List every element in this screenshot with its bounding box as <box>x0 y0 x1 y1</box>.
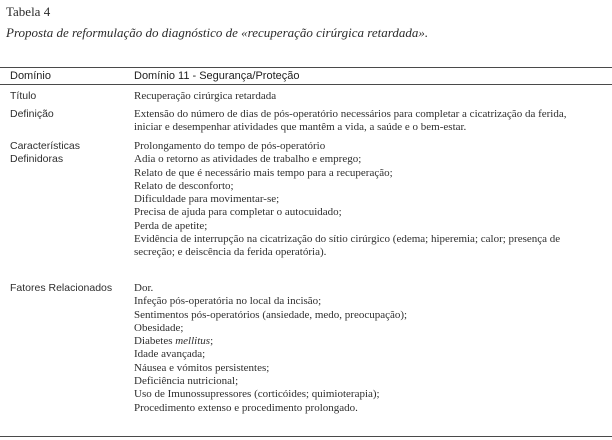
table-top-rule <box>0 67 612 68</box>
fator-item: Procedimento extenso e procedimento prolongado. <box>134 401 358 414</box>
fator-item-diabetes <box>134 335 606 348</box>
definicao-line: iniciar e desempenhar atividades que mantêm a vida, a saúde e o bem-estar. <box>134 121 467 134</box>
header-domain-value: Domínio 11 - Segurança/Proteção <box>134 70 300 82</box>
fator-item: Deficiência nutricional; <box>134 375 239 388</box>
caracteristica-item: Adia o retorno as atividades de trabalho e emprego; <box>134 153 362 166</box>
caracteristica-item: Relato de desconforto; <box>134 179 234 192</box>
caracteristica-item: Prolongamento do tempo de pós-operatório <box>134 140 326 152</box>
table-caption-title: Proposta de reformulação do diagnóstico de «recuperação cirúrgica retardada». <box>6 25 429 40</box>
caracteristica-item: secreção; e deiscência da ferida operatória). <box>134 246 327 259</box>
table-bottom-rule <box>0 436 612 437</box>
caracteristica-item: Evidência de interrupção na cicatrização do sítio cirúrgico (edema; hiperemia; calor; presença de <box>134 233 561 246</box>
table-header-rule <box>0 84 612 85</box>
row-value-definicao <box>134 108 606 135</box>
caracteristica-item: Relato de que é necessário mais tempo para a recuperação; <box>134 166 393 179</box>
caracteristicas-label-line: Definidoras <box>10 153 64 166</box>
caracteristica-item: Precisa de ajuda para completar o autocuidado; <box>134 206 342 219</box>
fator-item: Dor. <box>134 282 154 294</box>
row-label-caracteristicas <box>10 140 128 167</box>
row-value-titulo: Recuperação cirúrgica retardada <box>134 90 277 102</box>
row-label-titulo: Título <box>10 90 37 102</box>
fator-item: Infeção pós-operatória no local da incisão; <box>134 295 322 308</box>
fator-item: Sentimentos pós-operatórios (ansiedade, medo, preocupação); <box>134 308 408 321</box>
diabetes-text: Diabetes <box>134 335 173 348</box>
fator-item: Idade avançada; <box>134 348 206 361</box>
caracteristica-item: Perda de apetite; <box>134 219 208 232</box>
row-label-definicao: Definição <box>10 108 54 120</box>
row-label-fatores: Fatores Relacionados <box>10 282 113 294</box>
diabetes-suffix: ; <box>210 335 214 348</box>
row-value-caracteristicas <box>134 140 606 260</box>
table-caption-label: Tabela 4 <box>6 4 51 19</box>
caracteristica-item: Dificuldade para movimentar-se; <box>134 193 280 206</box>
fator-item: Náusea e vómitos persistentes; <box>134 361 270 374</box>
fator-item: Obesidade; <box>134 321 184 334</box>
fator-item: Uso de Imunossupressores (corticóides; quimioterapia); <box>134 388 380 401</box>
diabetes-italic-text: mellitus <box>175 335 211 348</box>
row-value-fatores <box>134 282 606 415</box>
caracteristicas-label-line: Características <box>10 140 81 152</box>
definicao-line: Extensão do número de dias de pós-operatório necessários para completar a cicatrização da ferida, <box>134 108 567 120</box>
header-domain-label: Domínio <box>10 70 51 82</box>
